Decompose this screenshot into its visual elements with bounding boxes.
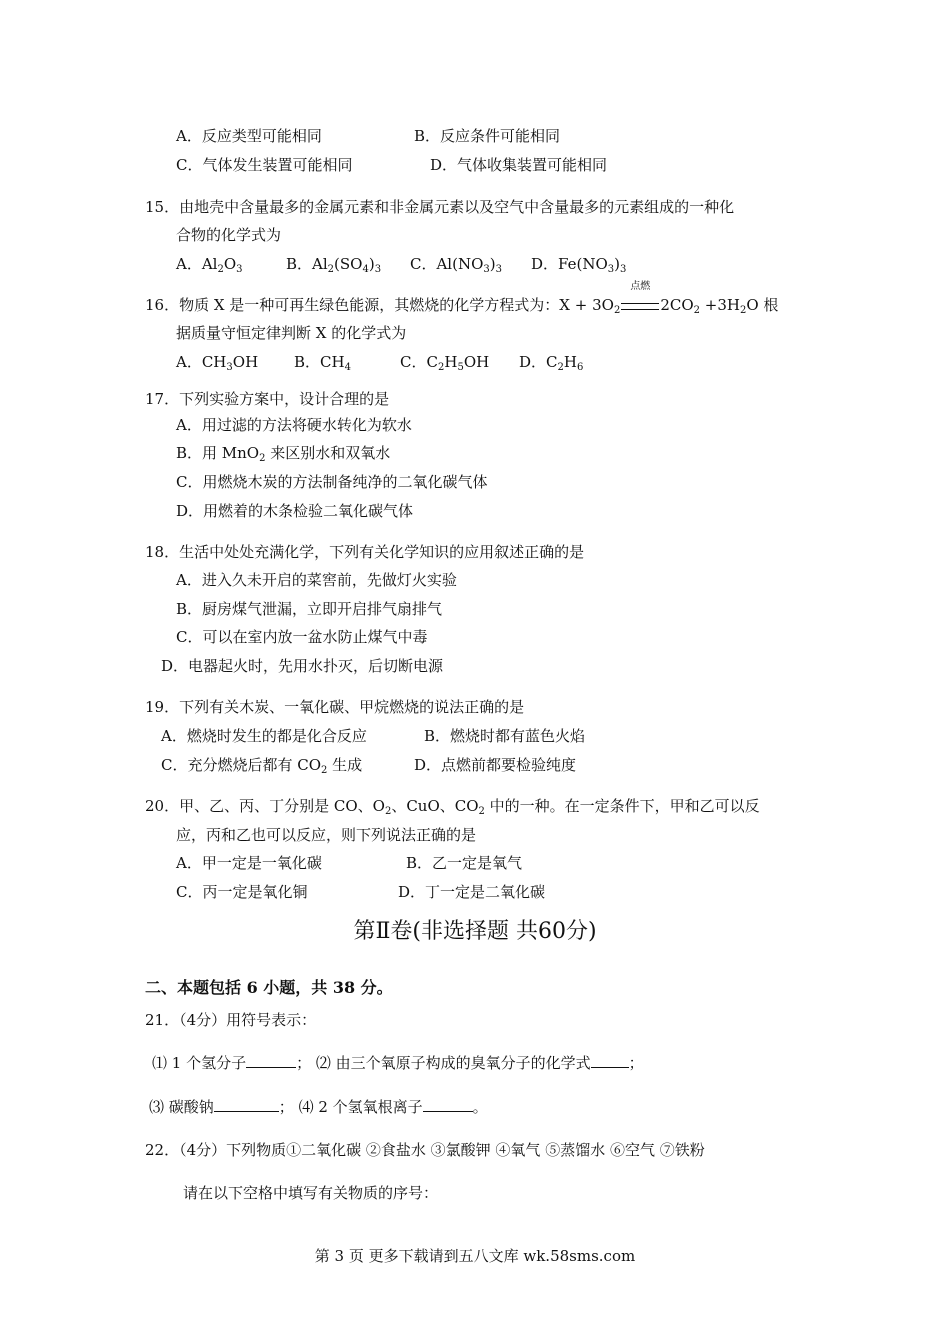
q21-part3-label: ⑶ 碳酸钠 [149, 1098, 214, 1116]
q14-option-a: A．反应类型可能相同 [176, 127, 322, 145]
section-2-title: 第Ⅱ卷(非选择题 共60分) [353, 919, 597, 944]
q15-option-b: B．$Al_2(SO_4)_3$ [286, 255, 382, 275]
q17-option-d: D．用燃着的木条检验二氧化碳气体 [176, 502, 414, 520]
q18-stem: 18．生活中处处充满化学，下列有关化学知识的应用叙述正确的是 [145, 543, 585, 561]
q19-option-a: A．燃烧时发生的都是化合反应 [161, 727, 367, 745]
q21-line1: ⑴ 1 个氢分子 ； ⑵ 由三个氧原子构成的臭氧分子的化学式 ； [152, 1054, 644, 1072]
q22-stem: 22．（4分）下列物质①二氧化碳 ②食盐水 ③氯酸钾 ④氧气 ⑤蒸馏水 ⑥空气 ⑦铁粉 [145, 1141, 705, 1159]
q18-option-b: B．厨房煤气泄漏，立即开启排气扇排气 [176, 600, 443, 618]
q15-option-a: A．$Al_2O_3$ [176, 255, 243, 275]
q15-option-c: C．$Al(NO_3)_3$ [410, 255, 502, 275]
q16-option-a: A．$CH_3OH$ [176, 353, 259, 373]
q20-option-d: D．丁一定是二氧化碳 [398, 883, 546, 901]
q21-stem: 21．（4分）用符号表示： [145, 1011, 317, 1029]
q15-stem-line1: 15．由地壳中含量最多的金属元素和非金属元素以及空气中含量最多的元素组成的一种化 [145, 198, 735, 216]
q16-option-d: D．$C_2H_6$ [519, 353, 584, 373]
reaction-condition-label: 点燃 [630, 281, 651, 292]
q20-stem-line2: 应，丙和乙也可以反应，则下列说法正确的是 [176, 826, 477, 844]
q16-stem-line1: 16．物质 X 是一种可再生绿色能源，其燃烧的化学方程式为：$X + 3O_2$ 点燃 $2CO_2 +3H_2O$ 根 [145, 281, 779, 316]
q20-stem-line1: 20．甲、乙、丙、丁分别是 CO、$O_2$、CuO、$CO_2$ 中的一种。在一定条件下，甲和乙可以反 [145, 797, 760, 817]
part-2-heading: 二、本题包括 6 小题，共 38 分。 [145, 978, 393, 997]
q21-answer-blank-1[interactable] [246, 1053, 296, 1068]
q17-option-b: B．用 MnO$_2$ 来区别水和双氧水 [176, 444, 391, 464]
q21-answer-blank-3[interactable] [214, 1097, 279, 1112]
q16-option-b: B．$CH_4$ [294, 353, 351, 373]
q17-option-c: C．用燃烧木炭的方法制备纯净的二氧化碳气体 [176, 473, 488, 491]
q16-stem-line2: 据质量守恒定律判断 X 的化学式为 [176, 324, 407, 342]
q16-option-c: C．$C_2H_5OH$ [400, 353, 490, 373]
q19-option-b: B．燃烧时都有蓝色火焰 [424, 727, 586, 745]
q21-part2-label: ⑵ 由三个氧原子构成的臭氧分子的化学式 [315, 1054, 591, 1072]
q18-option-d: D．电器起火时，先用水扑灭，后切断电源 [161, 657, 444, 675]
q18-option-c: C．可以在室内放一盆水防止煤气中毒 [176, 628, 428, 646]
q19-option-c: C．充分燃烧后都有 $CO_2$ 生成 [161, 756, 363, 776]
q17-stem: 17．下列实验方案中，设计合理的是 [145, 390, 390, 408]
q21-answer-blank-4[interactable] [423, 1097, 473, 1112]
q14-option-c: C．气体发生装置可能相同 [176, 156, 353, 174]
q21-answer-blank-2[interactable] [591, 1053, 629, 1068]
q17-option-a: A．用过滤的方法将硬水转化为软水 [176, 416, 412, 434]
q14-option-b: B．反应条件可能相同 [414, 127, 561, 145]
q20-option-a: A．甲一定是一氧化碳 [176, 854, 322, 872]
q22-instruction: 请在以下空格中填写有关物质的序号： [183, 1184, 439, 1202]
q21-line2: ⑶ 碳酸钠 ； ⑷ 2 个氢氧根离子 。 [149, 1098, 488, 1116]
q21-part1-label: ⑴ 1 个氢分子 [152, 1054, 247, 1072]
q14-option-d: D．气体收集装置可能相同 [430, 156, 608, 174]
q20-option-c: C．丙一定是氧化铜 [176, 883, 308, 901]
q20-option-b: B．乙一定是氧气 [406, 854, 523, 872]
q15-stem-line2: 合物的化学式为 [176, 226, 282, 244]
q19-stem: 19．下列有关木炭、一氧化碳、甲烷燃烧的说法正确的是 [145, 698, 525, 716]
q21-part4-label: ⑷ 2 个氢氧根离子 [298, 1098, 423, 1116]
q18-option-a: A．进入久未开启的菜窖前，先做灯火实验 [176, 571, 457, 589]
q19-option-d: D．点燃前都要检验纯度 [414, 756, 577, 774]
page-footer: 第 3 页 更多下载请到五八文库 wk.58sms.com [314, 1247, 636, 1265]
q15-option-d: D．$Fe(NO_3)_3$ [531, 255, 627, 275]
reaction-condition-arrow [620, 281, 660, 315]
